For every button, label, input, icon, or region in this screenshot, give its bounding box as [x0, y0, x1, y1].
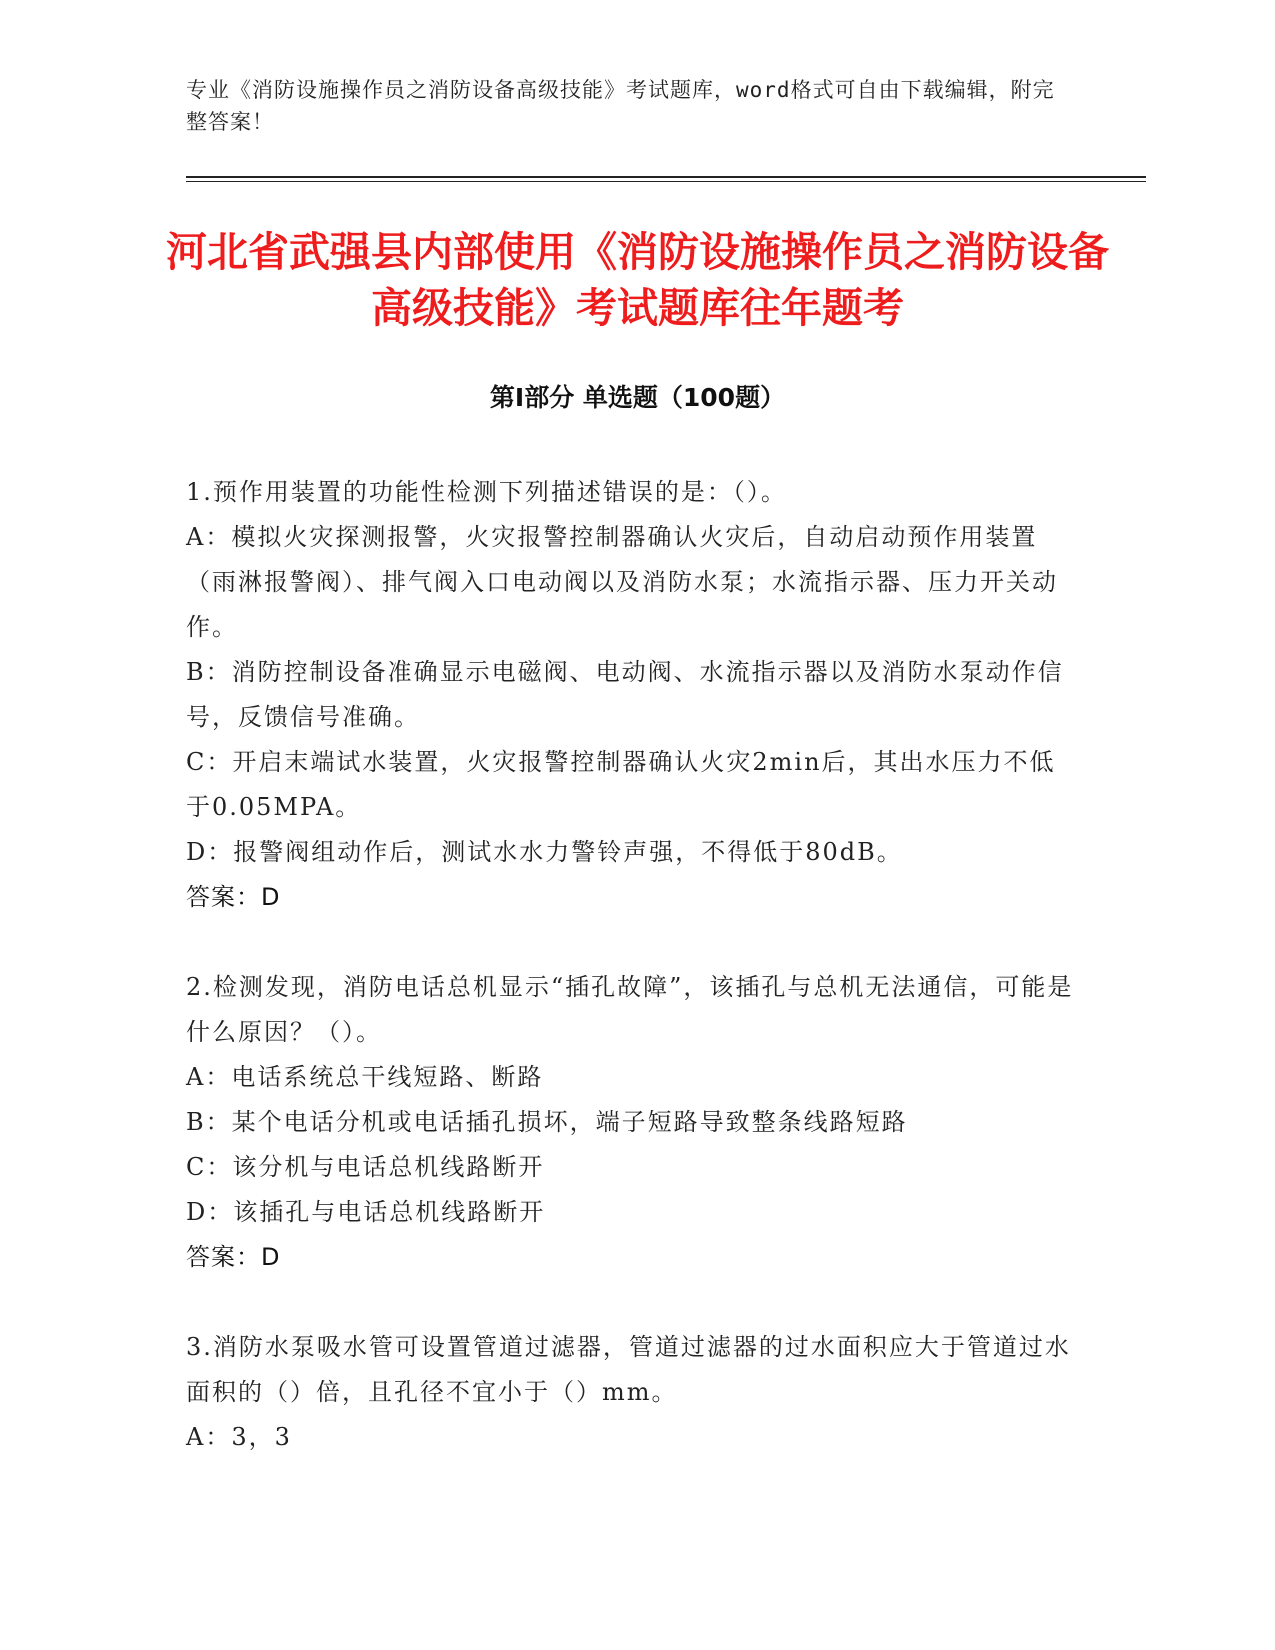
option-d: D：该插孔与电话总机线路断开 [186, 1198, 546, 1226]
option-b: B：消防控制设备准确显示电磁阀、电动阀、水流指示器以及消防水泵动作信号，反馈信号准确。 [186, 658, 1064, 731]
header-divider-thick [186, 176, 1146, 178]
question-stem: 2.检测发现，消防电话总机显示“插孔故障”，该插孔与总机无法通信，可能是什么原因？（）。 [186, 973, 1074, 1046]
section-title: 第Ⅰ部分 单选题（100题） [489, 383, 786, 412]
option-c: C：开启末端试水装置，火灾报警控制器确认火灾2min后，其出水压力不低于0.05MPA。 [186, 748, 1056, 821]
question-list [186, 470, 1076, 1505]
option-a: A：电话系统总干线短路、断路 [186, 1063, 544, 1091]
question-1 [186, 470, 1076, 920]
header-note: 专业《消防设施操作员之消防设备高级技能》考试题库，word格式可自由下载编辑，附完整答案！ [186, 78, 1055, 134]
option-c: C：该分机与电话总机线路断开 [186, 1153, 545, 1181]
option-b: B：某个电话分机或电话插孔损坏，端子短路导致整条线路短路 [186, 1108, 908, 1136]
header-divider-thin [186, 181, 1146, 182]
answer: 答案：D [186, 1243, 281, 1271]
question-2 [186, 965, 1076, 1280]
answer: 答案：D [186, 883, 281, 911]
document-title: 河北省武强县内部使用《消防设施操作员之消防设备高级技能》考试题库往年题考 [166, 228, 1109, 332]
option-a: A：模拟火灾探测报警，火灾报警控制器确认火灾后，自动启动预作用装置（雨淋报警阀）、排气阀入口电动阀以及消防水泵；水流指示器、压力开关动作。 [186, 523, 1058, 641]
option-a: A：3，3 [186, 1423, 292, 1451]
question-3 [186, 1325, 1076, 1460]
question-stem: 3.消防水泵吸水管可设置管道过滤器，管道过滤器的过水面积应大于管道过水面积的（）倍，且孔径不宜小于（）mm。 [186, 1333, 1071, 1406]
option-d: D：报警阀组动作后，测试水水力警铃声强，不得低于80dB。 [186, 838, 903, 866]
question-stem: 1.预作用装置的功能性检测下列描述错误的是：（）。 [186, 478, 787, 506]
